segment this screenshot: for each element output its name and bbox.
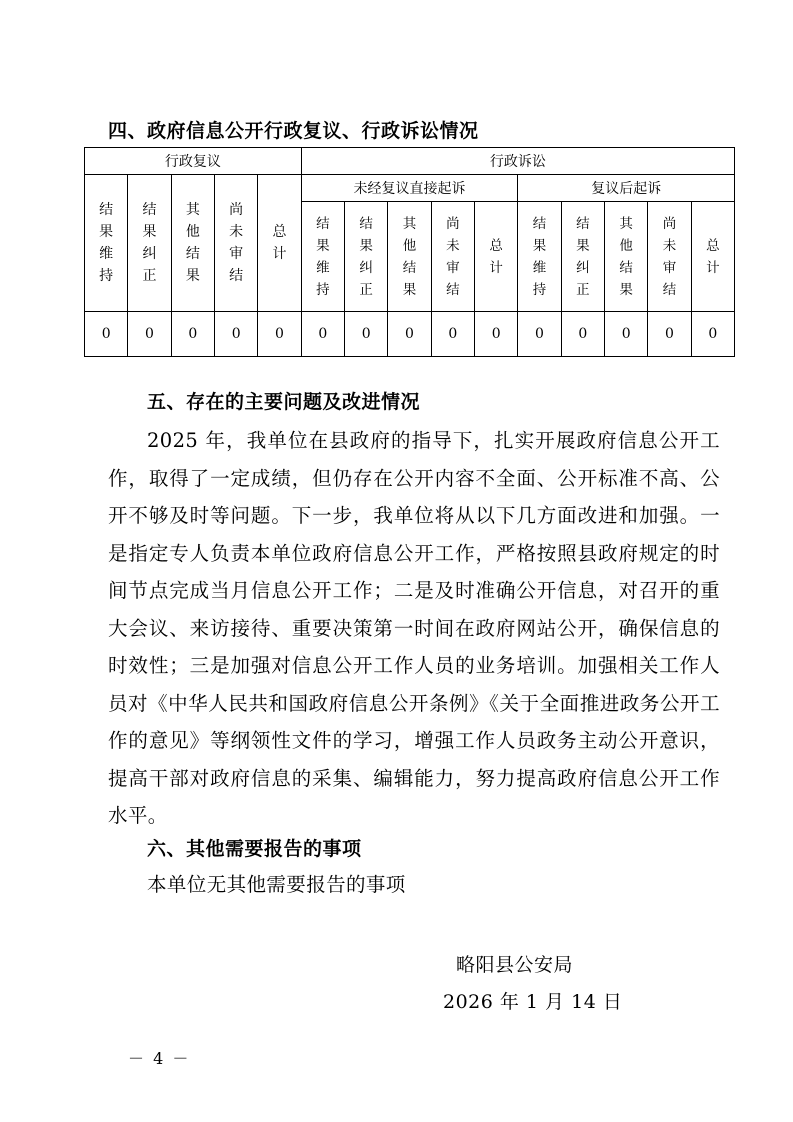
col-header-total: 总计: [691, 202, 734, 312]
col-header-corrected: 结果纠正: [128, 175, 171, 312]
col-header-maintained: 结果维持: [518, 202, 561, 312]
col-header-pending: 尚未审结: [648, 202, 691, 312]
value-cell: 0: [604, 312, 647, 357]
litigation-header: 行政诉讼: [301, 148, 734, 175]
section5-body: 2025 年，我单位在县政府的指导下，扎实开展政府信息公开工作，取得了一定成绩，但仍存在公开内容不全面、公开标准不高、公开不够及时等问题。下一步，我单位将从以下几方面改进和加强。一是指定专人负责本单位政府信息公开工作，严格按照县政府规定的时间节点完成当月信息公开工作；二是及时准确公开信息，对召开的重大会议、来访接待、重要决策第一时间在政府网站公开，确保信息的时效性；三是加强对信息公开工作人员的业务培训。加强相关工作人员对《中华人民共和国政府信息公开条例》《关于全面推进政务公开工作的意见》等纲领性文件的学习，增强工作人员政务主动公开意识，提高干部对政府信息的采集、编辑能力，努力提高政府信息公开工作水平。: [108, 429, 720, 827]
section5-title: 五、存在的主要问题及改进情况: [147, 391, 421, 413]
col-header-maintained: 结果维持: [301, 202, 344, 312]
value-cell: 0: [301, 312, 344, 357]
col-header-total: 总计: [258, 175, 301, 312]
direct-suit-header: 未经复议直接起诉: [301, 175, 518, 202]
col-header-total: 总计: [475, 202, 518, 312]
value-cell: 0: [648, 312, 691, 357]
col-header-other: 其他结果: [388, 202, 431, 312]
litigation-stats-table: [84, 147, 735, 357]
value-cell: 0: [214, 312, 257, 357]
signature-organization: 略阳县公安局: [456, 954, 574, 976]
value-cell: 0: [345, 312, 388, 357]
value-cell: 0: [258, 312, 301, 357]
signature-date: 2026 年 1 月 14 日: [443, 991, 623, 1013]
reconsideration-header: 行政复议: [85, 148, 302, 175]
table-row: [85, 312, 735, 357]
value-cell: 0: [171, 312, 214, 357]
value-cell: 0: [518, 312, 561, 357]
section6-body: 本单位无其他需要报告的事项: [147, 873, 406, 896]
col-header-other: 其他结果: [171, 175, 214, 312]
col-header-pending: 尚未审结: [431, 202, 474, 312]
value-cell: 0: [561, 312, 604, 357]
value-cell: 0: [691, 312, 734, 357]
col-header-maintained: 结果维持: [85, 175, 128, 312]
col-header-corrected: 结果纠正: [345, 202, 388, 312]
value-cell: 0: [128, 312, 171, 357]
col-header-other: 其他结果: [604, 202, 647, 312]
page-number: － 4 －: [128, 1049, 191, 1068]
value-cell: 0: [431, 312, 474, 357]
value-cell: 0: [388, 312, 431, 357]
col-header-corrected: 结果纠正: [561, 202, 604, 312]
col-header-pending: 尚未审结: [214, 175, 257, 312]
value-cell: 0: [475, 312, 518, 357]
value-cell: 0: [85, 312, 128, 357]
section6-title: 六、其他需要报告的事项: [147, 838, 362, 860]
after-reconsideration-header: 复议后起诉: [518, 175, 735, 202]
section4-title: 四、政府信息公开行政复议、行政诉讼情况: [108, 120, 479, 142]
